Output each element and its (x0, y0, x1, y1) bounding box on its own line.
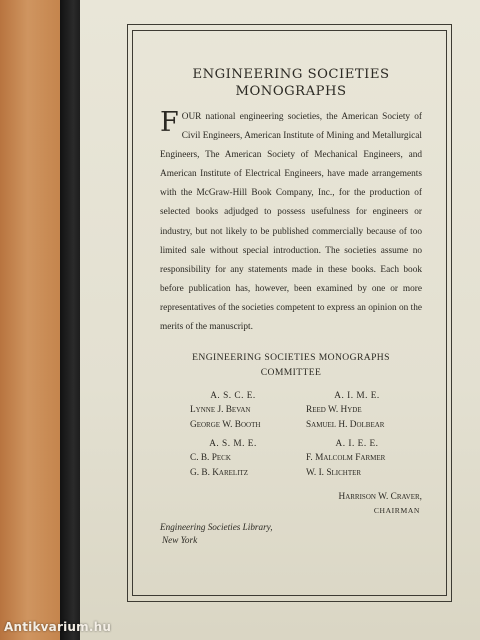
committee-members (160, 386, 422, 486)
watermark: Antikvarium.hu (4, 620, 112, 634)
intro-text: OUR national engineering societies, the American Society of Civil Engineers, American Institute of Mining and Metallurgical Engineers, The American Society of Mechanical Engineers, and American Institute of Electrical Engineers, have made arrangements with the McGraw-Hill Book Company, Inc., for the production of selected books adjudged to possess usefulness for engineers or industry, but not likely to be published commercially because of too limited sale without special introduction. The societies assume no responsibility for any statements made in these books. Each book before publication has, however, been examined by one or more representatives of the societies competent to express an opinion on the merits of the manuscript. (160, 112, 422, 333)
book-spine (60, 0, 82, 640)
society-abbr: A. I. E. E. (335, 439, 379, 450)
society-abbr: A. I. M. E. (334, 391, 380, 402)
society-aime (292, 390, 422, 432)
library-imprint (160, 521, 422, 547)
drop-cap: F (160, 107, 179, 138)
member-name: George W. Booth (190, 419, 261, 430)
member-name: F. Malcolm Farmer (306, 453, 386, 464)
library-line-1: Engineering Societies Library, (160, 522, 273, 533)
society-asce (168, 390, 298, 432)
table-surface (0, 0, 62, 640)
member-name: G. B. Karelitz (190, 467, 249, 478)
society-aiee (292, 438, 422, 480)
member-name: Reed W. Hyde (306, 405, 362, 416)
chairman-block (160, 490, 422, 518)
chairman-role: CHAIRMAN (373, 506, 420, 516)
title-line-1: ENGINEERING SOCIETIES (192, 67, 390, 82)
document-title (160, 66, 422, 100)
member-name: Samuel H. Dolbear (306, 419, 385, 430)
member-name: Lynne J. Bevan (190, 405, 251, 416)
committee-heading-line-2: COMMITTEE (260, 366, 322, 378)
society-abbr: A. S. C. E. (210, 391, 256, 402)
member-name: W. I. Slichter (306, 467, 362, 478)
chairman-name: Harrison W. Craver, (338, 492, 422, 503)
committee-heading (160, 351, 422, 380)
society-asme (168, 438, 298, 480)
society-abbr: A. S. M. E. (209, 439, 257, 450)
member-name: C. B. Peck (190, 453, 231, 464)
library-line-2: New York (162, 535, 198, 546)
title-line-2: MONOGRAPHS (235, 84, 347, 99)
page-content (160, 66, 422, 547)
intro-paragraph (160, 108, 422, 337)
committee-heading-line-1: ENGINEERING SOCIETIES MONOGRAPHS (192, 352, 390, 364)
